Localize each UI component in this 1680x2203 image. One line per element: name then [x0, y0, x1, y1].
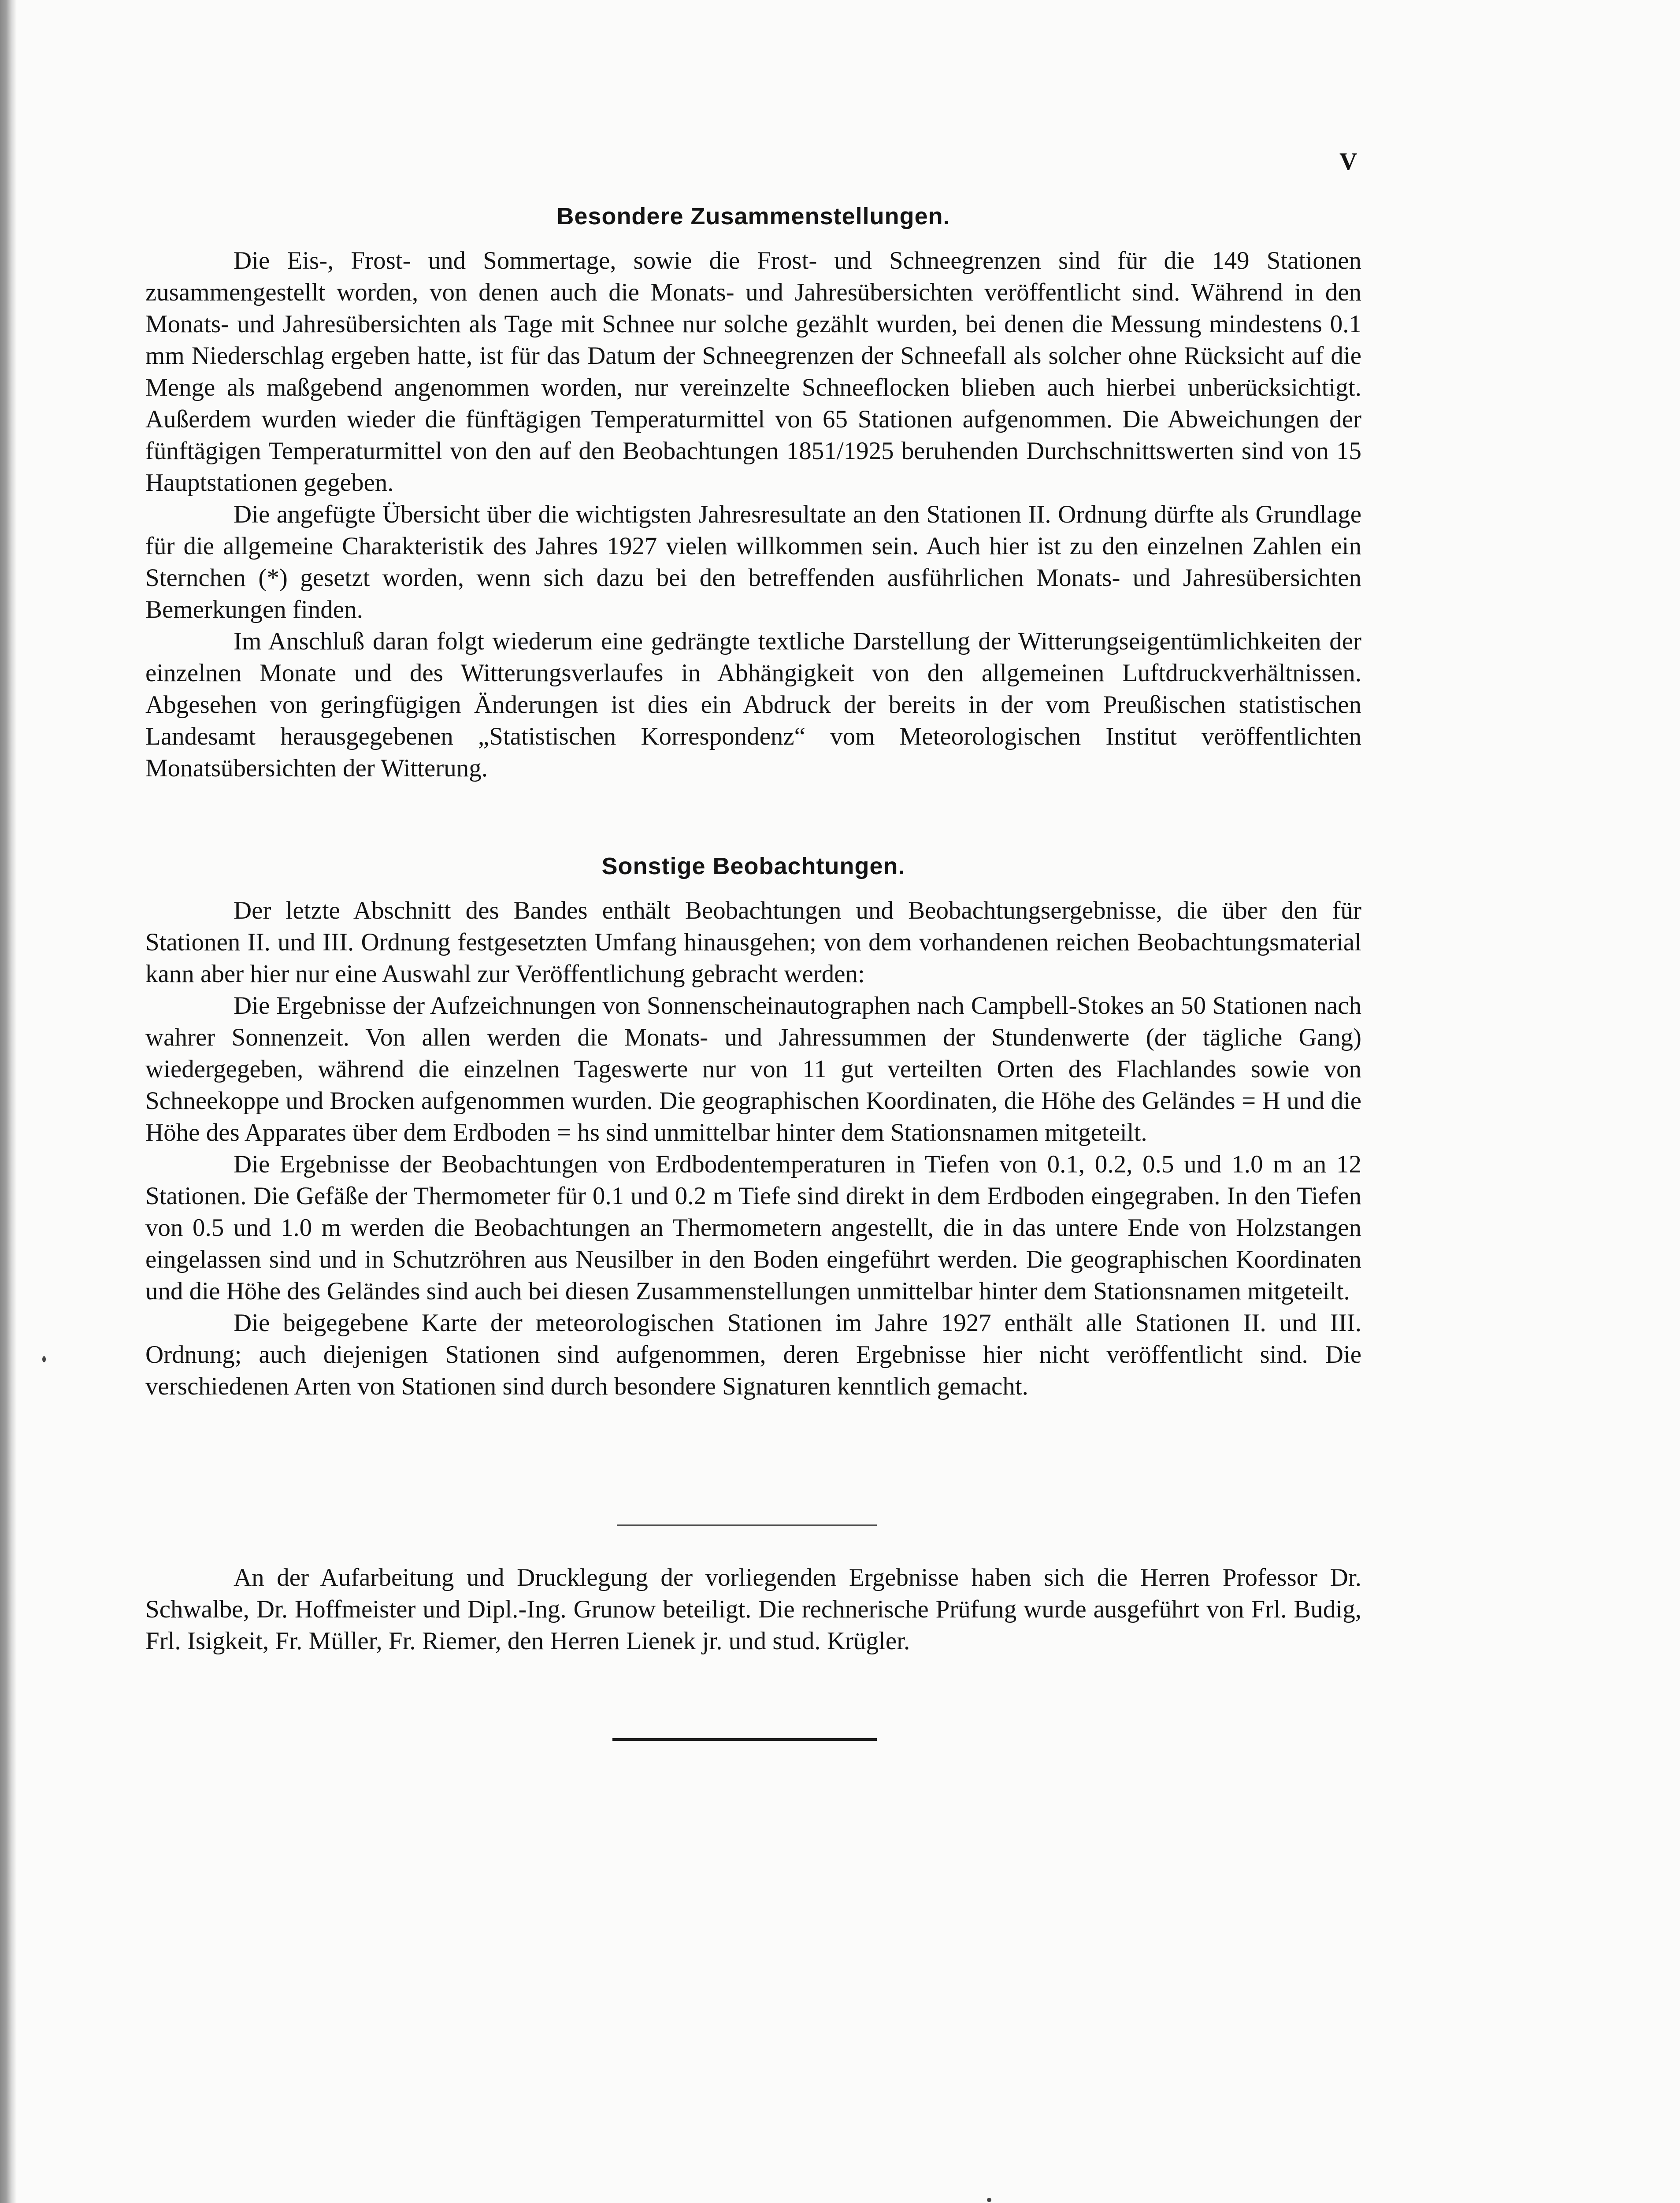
paragraph: Der letzte Abschnitt des Bandes enthält Beobachtungen und Beobachtungsergebnisse, die über den für Stationen II. und III. Ordnung festgesetzten Umfang hinausgehen; von dem vorhandenen reichen Beobachtungsmaterial kann aber hier nur eine Auswahl zur Veröffentlichung gebracht werden:	[145, 897, 1361, 988]
paragraph: Die Ergebnisse der Beobachtungen von Erdbodentemperaturen in Tiefen von 0.1, 0.2, 0.5 und 1.0 m an 12 Stationen. Die Gefäße der Thermometer für 0.1 und 0.2 m Tiefe sind direkt in dem Erdboden eingegraben. In den Tiefen von 0.5 und 1.0 m werden die Beobachtungen an Thermometern angestellt, die in das untere Ende von Holzstangen eingelassen sind und in Schutzröhren aus Neusilber in den Boden eingeführt werden. Die geographischen Koordinaten und die Höhe des Geländes sind auch bei diesen Zusammenstellungen unmittelbar hinter dem Stationsnamen mitgeteilt.	[145, 1150, 1361, 1305]
scan-edge-shadow	[0, 0, 17, 2203]
section-sonstige-beobachtungen	[145, 853, 1361, 1402]
acknowledgement	[145, 1562, 1361, 1657]
section-title: Besondere Zusammenstellungen.	[556, 203, 950, 230]
paragraph: Die angefügte Übersicht über die wichtigsten Jahresresultate an den Stationen II. Ordnung dürfte als Grundlage für die allgemeine Charakteristik des Jahres 1927 vielen willkommen sein. Auch hier ist zu den einzelnen Zahlen ein Sternchen (*) gesetzt worden, wenn sich dazu bei den betreffenden ausführlichen Monats- und Jahresübersichten Bemerkungen finden.	[145, 501, 1361, 623]
paragraph: An der Aufarbeitung und Drucklegung der vorliegenden Ergebnisse haben sich die Herren Professor Dr. Schwalbe, Dr. Hoffmeister und Dipl.-Ing. Grunow beteiligt. Die rechnerische Prüfung wurde ausgeführt von Frl. Budig, Frl. Isigkeit, Fr. Müller, Fr. Riemer, den Herren Lienek jr. und stud. Krügler.	[145, 1564, 1361, 1655]
paragraph: Im Anschluß daran folgt wiederum eine gedrängte textliche Darstellung der Witterungseigentümlichkeiten der einzelnen Monate und des Witterungsverlaufes in Abhängigkeit von den allgemeinen Luftdruckverhältnissen. Abgesehen von geringfügigen Änderungen ist dies ein Abdruck der bereits in der vom Preußischen statistischen Landesamt herausgegebenen „Statistischen Korrespondenz“ vom Meteorologischen Institut veröffentlichten Monatsübersichten der Witterung.	[145, 627, 1361, 782]
paragraph: Die Eis-, Frost- und Sommertage, sowie die Frost- und Schneegrenzen sind für die 149 Stationen zusammengestellt worden, von denen auch die Monats- und Jahresübersichten veröffentlicht sind. Während in den Monats- und Jahresübersichten als Tage mit Schnee nur solche gezählt wurden, bei denen die Messung mindestens 0.1 mm Niederschlag ergeben hatte, ist für das Datum der Schneegrenzen der Schneefall als solcher ohne Rücksicht auf die Menge als maßgebend angenommen worden, nur vereinzelte Schneeflocken blieben auch hierbei unberücksichtigt. Außerdem wurden wieder die fünftägigen Temperaturmittel von 65 Stationen aufgenommen. Die Abweichungen der fünftägigen Temperaturmittel von den auf den Beobachtungen 1851/1925 beruhenden Durchschnittswerten sind von 15 Hauptstationen gegeben.	[145, 247, 1361, 497]
paragraph: Die beigegebene Karte der meteorologischen Stationen im Jahre 1927 enthält alle Stationen II. und III. Ordnung; auch diejenigen Stationen sind aufgenommen, deren Ergebnisse hier nicht veröffentlicht sind. Die verschiedenen Arten von Stationen sind durch besondere Signaturen kenntlich gemacht.	[145, 1309, 1361, 1400]
end-rule	[612, 1738, 877, 1741]
page-number: V	[1339, 148, 1358, 175]
section-title: Sonstige Beobachtungen.	[601, 853, 905, 879]
section-divider	[617, 1524, 877, 1526]
scan-speck	[42, 1356, 46, 1362]
paragraph: Die Ergebnisse der Aufzeichnungen von Sonnenscheinautographen nach Campbell-Stokes an 50 Stationen nach wahrer Sonnenzeit. Von allen werden die Monats- und Jahressummen der Stundenwerte (der tägliche Gang) wiedergegeben, während die einzelnen Tageswerte nur von 11 gut verteilten Orten des Flachlandes sowie von Schneekoppe und Brocken aufgenommen wurden. Die geographischen Koordinaten, die Höhe des Geländes = H und die Höhe des Apparates über dem Erdboden = hs sind unmittelbar hinter dem Stationsnamen mitgeteilt.	[145, 992, 1361, 1146]
section-besondere-zusammenstellungen	[145, 203, 1361, 784]
scan-speck	[987, 2198, 991, 2202]
